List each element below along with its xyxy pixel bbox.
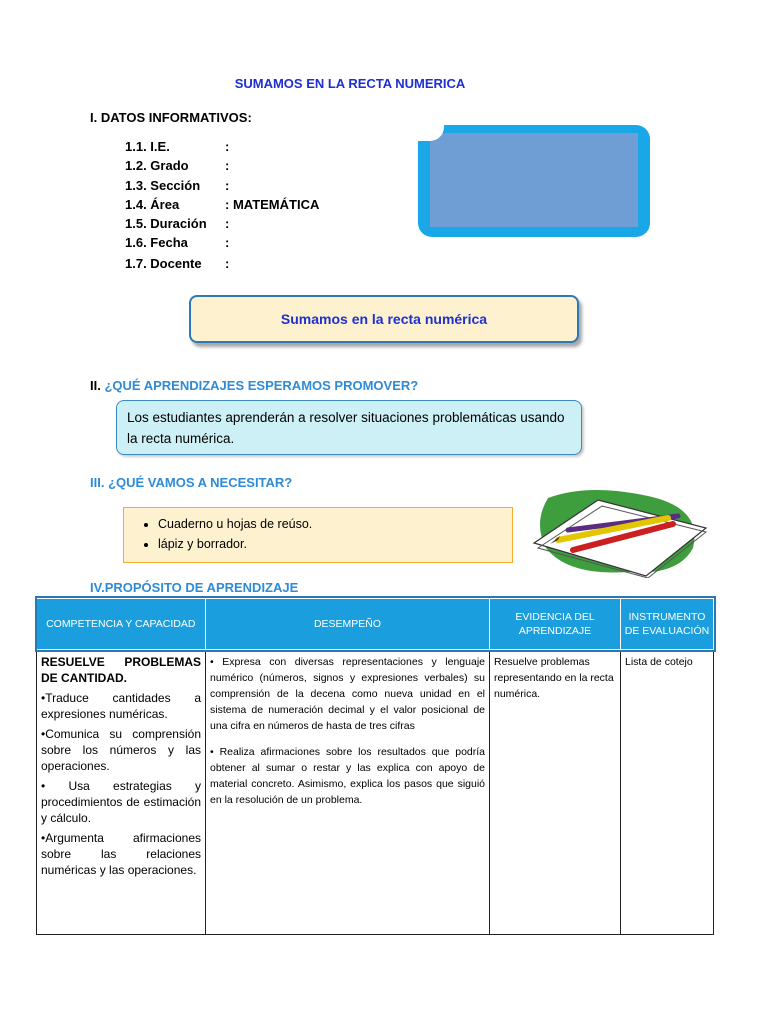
- learning-text: Los estudiantes aprenderán a resolver situaciones problemáticas usando la recta numérica.: [127, 410, 565, 446]
- column-header-competencia: COMPETENCIA Y CAPACIDAD: [37, 598, 206, 650]
- info-value: :: [225, 235, 230, 250]
- info-row-fecha: [125, 235, 229, 250]
- instrumento-cell: Lista de cotejo: [621, 650, 714, 934]
- section2-heading: [90, 378, 418, 393]
- info-label: 1.4. Área: [125, 197, 180, 212]
- info-value: : MATEMÁTICA: [225, 197, 320, 212]
- section3-title: ¿QUÉ VAMOS A NECESITAR?: [108, 475, 293, 490]
- section1-heading: I. DATOS INFORMATIVOS:: [90, 110, 252, 125]
- info-row-duracion: [125, 216, 229, 231]
- materials-item: • Cuaderno u hojas de reúso.: [158, 514, 512, 534]
- info-value: :: [225, 178, 230, 193]
- info-label: 1.1. I.E.: [125, 139, 170, 154]
- info-value: :: [225, 139, 230, 154]
- decorative-blue-panel: [430, 133, 638, 227]
- info-row-docente: [125, 256, 229, 271]
- info-label: 1.7. Docente: [125, 256, 202, 271]
- info-value: :: [225, 256, 230, 271]
- session-title-box: [189, 295, 579, 343]
- materials-box: [123, 507, 513, 563]
- notebook-pencils-icon: [528, 488, 718, 578]
- desempeno-cell: [206, 650, 490, 934]
- column-header-desempeno: DESEMPEÑO: [206, 598, 490, 650]
- info-row-grado: [125, 158, 229, 173]
- info-label: 1.5. Duración: [125, 216, 207, 231]
- info-label: 1.2. Grado: [125, 158, 189, 173]
- section3-number: III.: [90, 475, 105, 490]
- capacidad-item: • Usa estrategias y procedimientos de estimación y cálculo.: [41, 779, 201, 825]
- section4-heading: [90, 580, 298, 595]
- desempeno-item: • Expresa con diversas representaciones y lenguaje numérico (números, signos y expresiones verbales) su comprensión de la decena como nueva unidad en el sistema de numeración decimal y el valor posicional de una cifra en números de hasta de tres cifras: [210, 656, 485, 732]
- session-title: Sumamos en la recta numérica: [280, 311, 488, 327]
- learning-text-box: [116, 400, 582, 455]
- table-header-row: [37, 598, 714, 650]
- section4-title: IV.PROPÓSITO DE APRENDIZAJE: [90, 580, 299, 595]
- capacidad-item: •Comunica su comprensión sobre los números y las operaciones.: [41, 727, 201, 773]
- materials-list: [142, 514, 512, 554]
- info-row-seccion: [125, 178, 229, 193]
- capacidad-item: •Argumenta afirmaciones sobre las relaciones numéricas y las operaciones.: [41, 831, 201, 877]
- section2-title: ¿QUÉ APRENDIZAJES ESPERAMOS PROMOVER?: [104, 378, 419, 393]
- desempeno-item: • Realiza afirmaciones sobre los resultados que podría obtener al sumar o restar y las explica con apoyo de material concreto. Asimismo, explica los pasos que siguió en la resolución de un problema.: [210, 746, 485, 806]
- materials-item: • lápiz y borrador.: [158, 534, 512, 554]
- info-label: 1.6. Fecha: [125, 235, 188, 250]
- info-value: :: [225, 158, 230, 173]
- document-title: SUMAMOS EN LA RECTA NUMERICA: [234, 76, 466, 91]
- info-row-ie: [125, 139, 229, 154]
- section3-heading: [90, 475, 292, 490]
- capacidad-item: •Traduce cantidades a expresiones numéricas.: [41, 691, 201, 721]
- info-label: 1.3. Sección: [125, 178, 201, 193]
- competencia-title: RESUELVE PROBLEMAS DE CANTIDAD.: [41, 655, 201, 685]
- purpose-table: [36, 597, 714, 935]
- table-row: [37, 650, 714, 934]
- column-header-instrumento: INSTRUMENTO DE EVALUACIÓN: [621, 598, 714, 650]
- column-header-evidencia: EVIDENCIA DEL APRENDIZAJE: [490, 598, 621, 650]
- evidencia-cell: Resuelve problemas representando en la recta numérica.: [490, 650, 621, 934]
- info-value: :: [225, 216, 230, 231]
- section2-number: II.: [90, 378, 101, 393]
- competencia-cell: [37, 650, 206, 934]
- info-row-area: [125, 197, 319, 212]
